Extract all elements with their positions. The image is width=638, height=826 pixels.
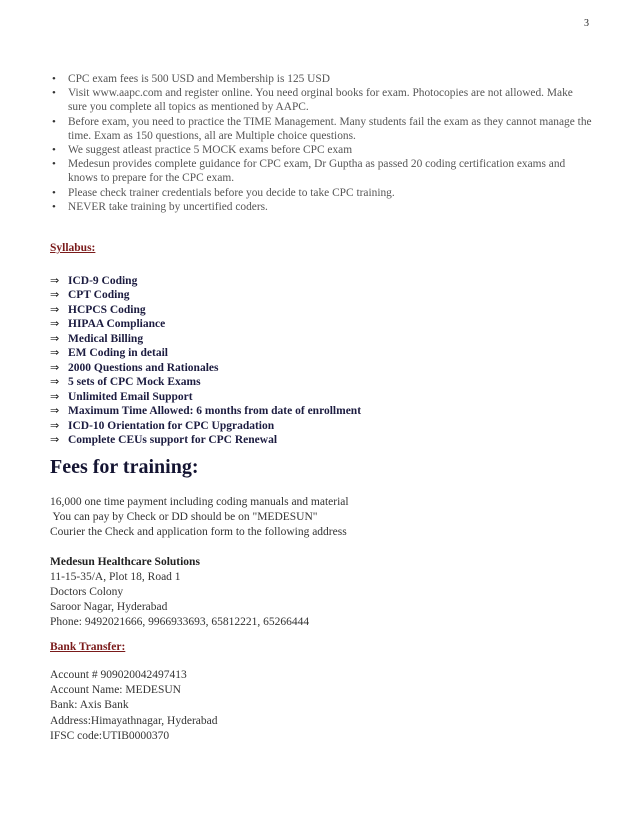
company-address bbox=[50, 555, 590, 630]
syllabus-item-label: 5 sets of CPC Mock Exams bbox=[68, 376, 201, 389]
company-name: Medesun Healthcare Solutions bbox=[50, 556, 200, 568]
arrow-right-icon: ⇒ bbox=[50, 302, 60, 316]
list-item: • Medesun provides complete guidance for CPC exam, Dr Guptha as passed 20 coding certification exams and knows to prepare for the CPC exam. bbox=[52, 157, 592, 185]
syllabus-item bbox=[50, 361, 570, 375]
syllabus-item-label: ICD-9 Coding bbox=[68, 275, 138, 287]
syllabus-item-label: HCPCS Coding bbox=[68, 303, 146, 316]
arrow-right-icon: ⇒ bbox=[50, 331, 60, 345]
syllabus-item bbox=[50, 332, 570, 346]
syllabus-item bbox=[50, 390, 570, 404]
arrow-right-icon: ⇒ bbox=[50, 404, 60, 418]
syllabus-item-label: 2000 Questions and Rationales bbox=[68, 361, 219, 374]
syllabus-item bbox=[50, 274, 570, 288]
syllabus-list bbox=[50, 274, 570, 447]
arrow-right-icon: ⇒ bbox=[50, 432, 60, 446]
fees-line: Courier the Check and application form to the following address bbox=[50, 526, 347, 538]
syllabus-item-label: ICD-10 Orientation for CPC Upgradation bbox=[68, 419, 275, 432]
syllabus-item-label: Maximum Time Allowed: 6 months from date of enrollment bbox=[68, 405, 362, 418]
list-item: • Please check trainer credentials before you decide to take CPC training. bbox=[52, 186, 592, 200]
syllabus-item bbox=[50, 404, 570, 418]
cpc-exam-notes-list bbox=[52, 72, 592, 214]
syllabus-item bbox=[50, 317, 570, 331]
syllabus-item bbox=[50, 433, 570, 447]
arrow-right-icon: ⇒ bbox=[50, 288, 60, 302]
syllabus-item-label: CPT Coding bbox=[68, 289, 130, 302]
page-number: 3 bbox=[584, 18, 589, 29]
syllabus-item bbox=[50, 375, 570, 389]
bank-details bbox=[50, 668, 590, 744]
bank-line: Account # 909020042497413 bbox=[50, 669, 187, 681]
address-line: Doctors Colony bbox=[50, 586, 124, 598]
arrow-right-icon: ⇒ bbox=[50, 375, 60, 389]
list-item: • Visit www.aapc.com and register online. You need orginal books for exam. Photocopies are not allowed. Make sure you complete all topics as mentioned by AAPC. bbox=[52, 86, 592, 114]
bank-line: Bank: Axis Bank bbox=[50, 699, 129, 712]
arrow-right-icon: ⇒ bbox=[50, 274, 60, 287]
fees-line: 16,000 one time payment including coding manuals and material bbox=[50, 496, 349, 508]
fees-details bbox=[50, 495, 590, 540]
syllabus-item-label: EM Coding in detail bbox=[68, 347, 169, 360]
syllabus-item bbox=[50, 288, 570, 302]
bank-line: Account Name: MEDESUN bbox=[50, 684, 181, 697]
address-line: 11-15-35/A, Plot 18, Road 1 bbox=[50, 571, 181, 583]
syllabus-item bbox=[50, 303, 570, 317]
bank-transfer-heading: Bank Transfer: bbox=[50, 641, 126, 653]
arrow-right-icon: ⇒ bbox=[50, 418, 60, 432]
address-line: Saroor Nagar, Hyderabad bbox=[50, 601, 168, 613]
list-item: • CPC exam fees is 500 USD and Membership is 125 USD bbox=[52, 72, 592, 86]
bank-line: Address:Himayathnagar, Hyderabad bbox=[50, 714, 218, 727]
arrow-right-icon: ⇒ bbox=[50, 360, 60, 374]
list-item: • NEVER take training by uncertified coders. bbox=[52, 200, 592, 214]
syllabus-item-label: Complete CEUs support for CPC Renewal bbox=[68, 433, 278, 446]
syllabus-item bbox=[50, 419, 570, 433]
syllabus-heading: Syllabus: bbox=[50, 242, 96, 254]
list-item: • We suggest atleast practice 5 MOCK exams before CPC exam bbox=[52, 143, 592, 157]
arrow-right-icon: ⇒ bbox=[50, 389, 60, 403]
syllabus-item-label: Unlimited Email Support bbox=[68, 390, 193, 403]
syllabus-item bbox=[50, 346, 570, 360]
arrow-right-icon: ⇒ bbox=[50, 317, 60, 331]
syllabus-item-label: Medical Billing bbox=[68, 332, 144, 345]
arrow-right-icon: ⇒ bbox=[50, 346, 60, 360]
syllabus-item-label: HIPAA Compliance bbox=[68, 318, 166, 331]
fees-heading: Fees for training: bbox=[50, 456, 199, 478]
fees-line: You can pay by Check or DD should be on "MEDESUN" bbox=[50, 511, 318, 523]
list-item: • Before exam, you need to practice the TIME Management. Many students fail the exam as they cannot manage the time. Exam as 150 questions, all are Multiple choice questions. bbox=[52, 115, 592, 143]
bank-line: IFSC code:UTIB0000370 bbox=[50, 729, 170, 742]
phone-line: Phone: 9492021666, 9966933693, 65812221, 65266444 bbox=[50, 616, 310, 628]
